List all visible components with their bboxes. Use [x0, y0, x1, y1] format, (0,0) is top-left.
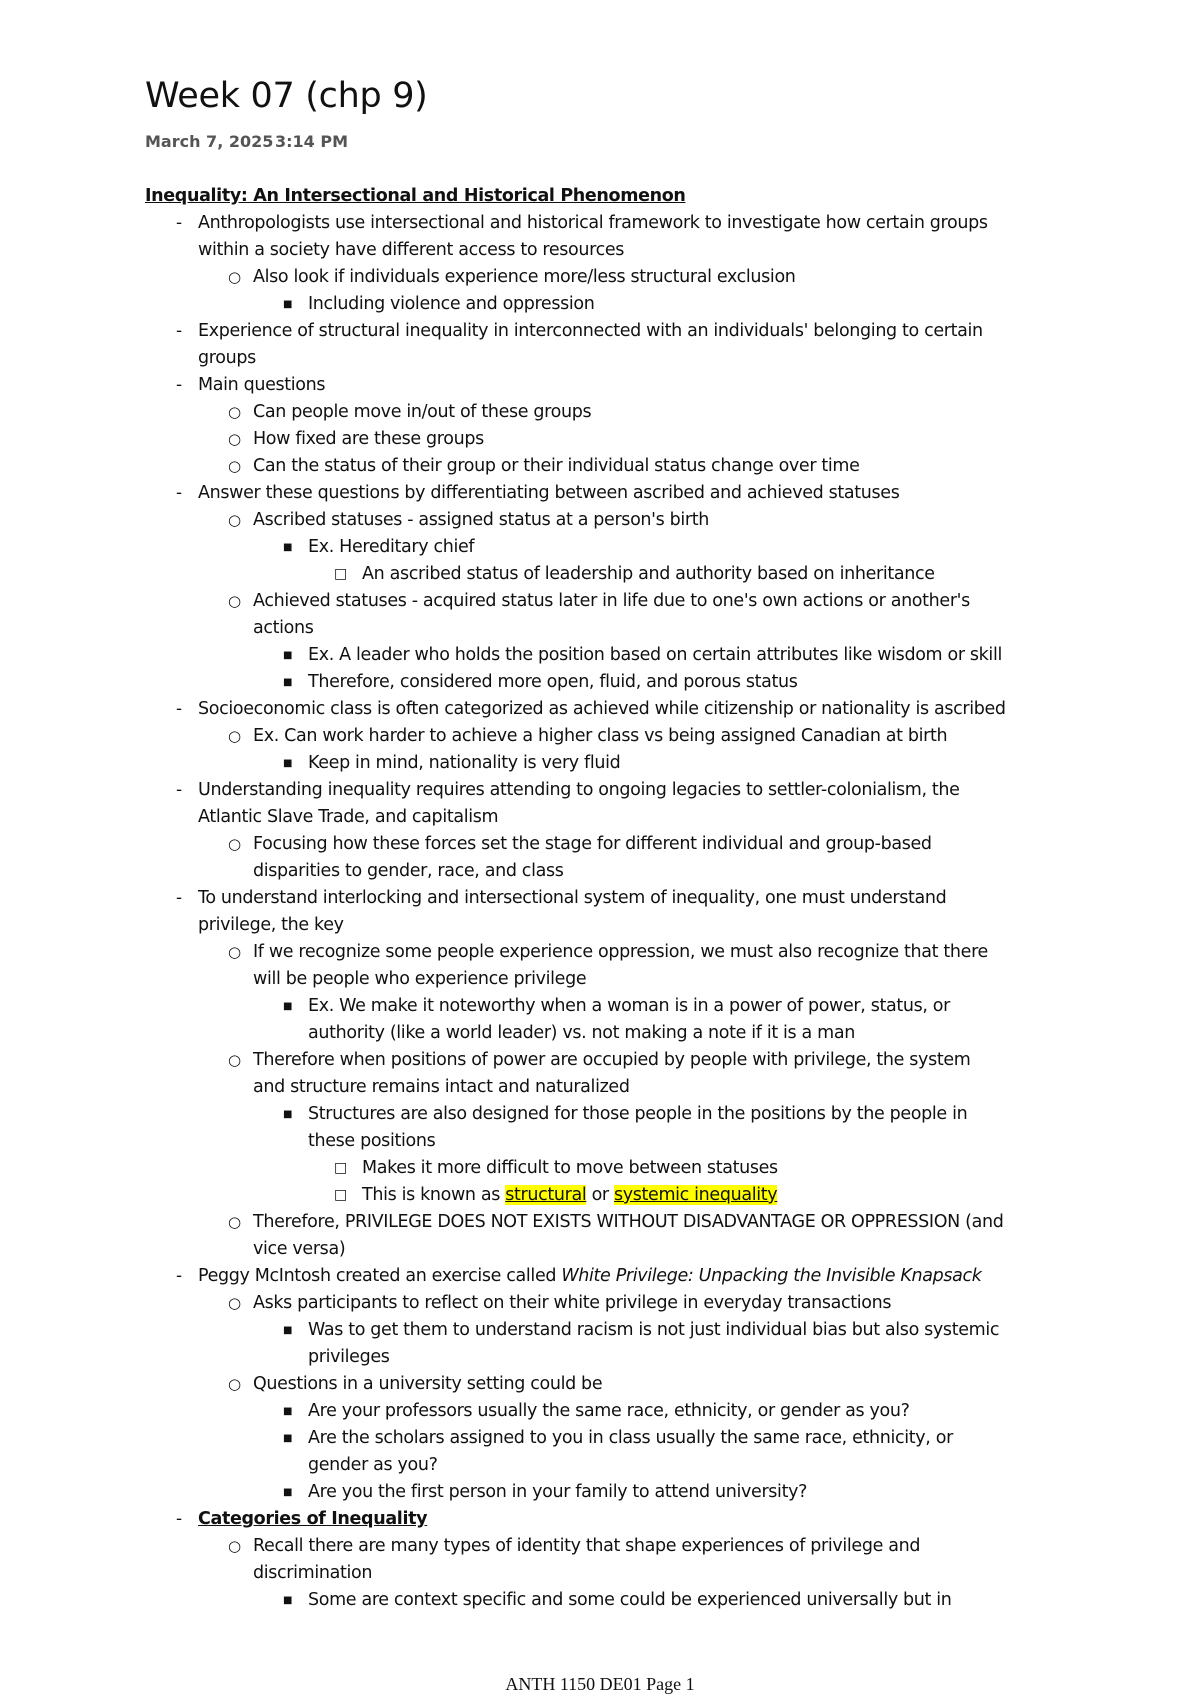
highlight-structural: structural [505, 1185, 587, 1205]
list-item: An ascribed status of leadership and authority based on inheritance [362, 564, 935, 584]
list-item: Therefore, PRIVILEGE DOES NOT EXISTS WITHOUT DISADVANTAGE OR OPPRESSION (and [253, 1212, 1004, 1232]
list-item: privileges [308, 1347, 390, 1367]
square-bullet: ■ [283, 1325, 293, 1336]
square-bullet: ■ [283, 1433, 293, 1444]
list-item: Makes it more difficult to move between statuses [362, 1158, 778, 1178]
highlight-systemic-inequality: systemic inequality [614, 1185, 778, 1205]
list-item: If we recognize some people experience oppression, we must also recognize that there [253, 942, 988, 962]
list-item: Was to get them to understand racism is not just individual bias but also systemic [308, 1320, 1000, 1340]
circle-bullet: ○ [228, 1294, 242, 1312]
dash-bullet: - [176, 780, 183, 800]
list-item: Asks participants to reflect on their white privilege in everyday transactions [253, 1293, 892, 1313]
circle-bullet: ○ [228, 457, 242, 475]
dash-bullet: - [176, 888, 183, 908]
list-item: Experience of structural inequality in interconnected with an individuals' belonging to certain [198, 321, 983, 341]
circle-bullet: ○ [228, 943, 242, 961]
list-item: actions [253, 618, 314, 638]
list-item: Anthropologists use intersectional and historical framework to investigate how certain groups [198, 213, 988, 233]
dash-bullet: - [176, 699, 183, 719]
circle-bullet: ○ [228, 268, 242, 286]
box-bullet: □ [334, 566, 348, 582]
list-item: Ex. Hereditary chief [308, 537, 475, 557]
italic-title: White Privilege: Unpacking the Invisible Knapsack [561, 1266, 982, 1286]
text-segment: This is known as [362, 1185, 506, 1205]
circle-bullet: ○ [228, 1051, 242, 1069]
list-item: vice versa) [253, 1239, 346, 1259]
note-time: 3:14 PM [275, 132, 349, 151]
list-item: disparities to gender, race, and class [253, 861, 564, 881]
text-segment: or [586, 1185, 614, 1205]
list-item: Focusing how these forces set the stage for different individual and group-based [253, 834, 932, 854]
list-item: Ex. We make it noteworthy when a woman is in a power of power, status, or [308, 996, 951, 1016]
list-item: groups [198, 348, 256, 368]
circle-bullet: ○ [228, 1537, 242, 1555]
list-item: privilege, the key [198, 915, 344, 935]
square-bullet: ■ [283, 1595, 293, 1606]
list-item: Including violence and oppression [308, 294, 595, 314]
list-item: Achieved statuses - acquired status later in life due to one's own actions or another's [253, 591, 970, 611]
list-item: Questions in a university setting could be [253, 1374, 603, 1394]
page-footer: ANTH 1150 DE01 Page 1 [505, 1674, 695, 1694]
square-bullet: ■ [283, 758, 293, 769]
square-bullet: ■ [283, 677, 293, 688]
box-bullet: □ [334, 1187, 348, 1203]
list-item: Therefore, considered more open, fluid, and porous status [308, 672, 798, 692]
list-item: To understand interlocking and intersectional system of inequality, one must understand [198, 888, 947, 908]
box-bullet: □ [334, 1160, 348, 1176]
text-segment: Peggy McIntosh created an exercise called [198, 1266, 562, 1286]
list-item: Ex. Can work harder to achieve a higher class vs being assigned Canadian at birth [253, 726, 948, 746]
list-item: Are the scholars assigned to you in class usually the same race, ethnicity, or [308, 1428, 953, 1448]
list-item: Socioeconomic class is often categorized as achieved while citizenship or nationality is ascribed [198, 699, 1006, 719]
note-title: Week 07 (chp 9) [145, 76, 428, 116]
list-item: How fixed are these groups [253, 429, 484, 449]
list-item: Atlantic Slave Trade, and capitalism [198, 807, 499, 827]
square-bullet: ■ [283, 1109, 293, 1120]
dash-bullet: - [176, 1509, 183, 1529]
list-item: Main questions [198, 375, 326, 395]
square-bullet: ■ [283, 1001, 293, 1012]
list-item: Also look if individuals experience more/less structural exclusion [253, 267, 796, 287]
circle-bullet: ○ [228, 835, 242, 853]
list-item: and structure remains intact and naturalized [253, 1077, 630, 1097]
circle-bullet: ○ [228, 430, 242, 448]
square-bullet: ■ [283, 650, 293, 661]
list-item: within a society have different access to resources [198, 240, 625, 260]
circle-bullet: ○ [228, 1213, 242, 1231]
circle-bullet: ○ [228, 727, 242, 745]
circle-bullet: ○ [228, 403, 242, 421]
list-item: Ex. A leader who holds the position based on certain attributes like wisdom or skill [308, 645, 1002, 665]
circle-bullet: ○ [228, 1375, 242, 1393]
list-item: Structures are also designed for those people in the positions by the people in [308, 1104, 968, 1124]
list-item: gender as you? [308, 1455, 438, 1475]
list-item: Are your professors usually the same race, ethnicity, or gender as you? [308, 1401, 910, 1421]
circle-bullet: ○ [228, 592, 242, 610]
section-heading: Inequality: An Intersectional and Historical Phenomenon [145, 186, 686, 206]
square-bullet: ■ [283, 542, 293, 553]
square-bullet: ■ [283, 1406, 293, 1417]
list-item-highlighted [362, 1182, 777, 1209]
list-item: these positions [308, 1131, 436, 1151]
list-item: Can the status of their group or their individual status change over time [253, 456, 860, 476]
dash-bullet: - [176, 321, 183, 341]
list-item: authority (like a world leader) vs. not making a note if it is a man [308, 1023, 855, 1043]
list-item: Some are context specific and some could be experienced universally but in [308, 1590, 952, 1610]
list-item [198, 1263, 982, 1290]
list-item: Recall there are many types of identity that shape experiences of privilege and [253, 1536, 921, 1556]
list-item: will be people who experience privilege [253, 969, 587, 989]
list-item: Therefore when positions of power are occupied by people with privilege, the system [253, 1050, 971, 1070]
section-heading-categories: Categories of Inequality [198, 1509, 428, 1529]
square-bullet: ■ [283, 299, 293, 310]
list-item: Answer these questions by differentiating between ascribed and achieved statuses [198, 483, 900, 503]
list-item: Keep in mind, nationality is very fluid [308, 753, 621, 773]
list-item: Understanding inequality requires attending to ongoing legacies to settler-colonialism, the [198, 780, 960, 800]
dash-bullet: - [176, 1266, 183, 1286]
list-item: Ascribed statuses - assigned status at a person's birth [253, 510, 709, 530]
list-item: discrimination [253, 1563, 373, 1583]
list-item: Can people move in/out of these groups [253, 402, 592, 422]
circle-bullet: ○ [228, 511, 242, 529]
list-item: Are you the first person in your family to attend university? [308, 1482, 808, 1502]
square-bullet: ■ [283, 1487, 293, 1498]
dash-bullet: - [176, 213, 183, 233]
note-date: March 7, 2025 [145, 132, 274, 151]
dash-bullet: - [176, 483, 183, 503]
dash-bullet: - [176, 375, 183, 395]
